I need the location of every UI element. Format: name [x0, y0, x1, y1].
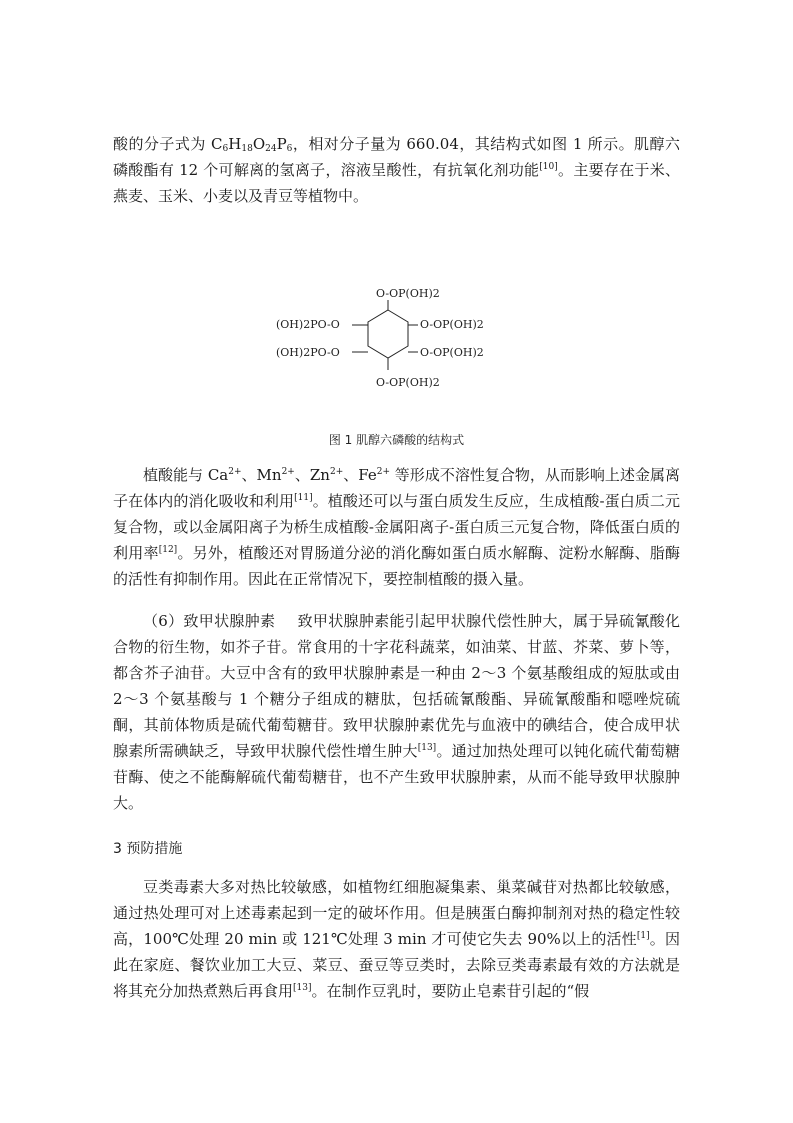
citation: [12] — [158, 545, 178, 555]
label-left-lower: (OH)2PO-O — [276, 346, 340, 359]
goitrogen-title: （6）致甲状腺肿素 — [143, 612, 276, 630]
goitrogen-text-2: 。通过加热处理可以钝化硫代葡萄糖苷酶、使之不能酶解硫代葡萄糖苷，也不产生致甲状腺肿素，从而不能导致甲状腺肿大。 — [113, 742, 680, 812]
goitrogen-text-1: 致甲状腺肿素能引起甲状腺代偿性肿大，属于异硫氰酸化合物的衍生物，如芥子苷。常食用的十字花科蔬菜，如油菜、甘蓝、芥菜、萝卜等，都含芥子油苷。大豆中含有的致甲状腺肿素是一种由 2～3 个氨基酸组成的短肽或由 2～3 个氨基酸与 1 个糖分子组成的糖肽，包括硫氰酸酯、异硫氰酸酯和噁唑烷硫酮，其前体物质是硫代葡萄糖苷。致甲状腺肿素优先与血液中的碘结合，使合成甲状腺素所需碘缺乏，导致甲状腺代偿性增生肿大 — [113, 612, 680, 760]
phytic-text-2: 、Mn — [241, 466, 282, 484]
formula-p: P — [276, 135, 287, 153]
zn-charge: 2+ — [329, 467, 344, 477]
formula-h: H — [228, 135, 242, 153]
citation: [1] — [636, 931, 650, 941]
citation: [10] — [539, 162, 558, 172]
label-left-upper: (OH)2PO-O — [276, 318, 340, 331]
prevention-paragraph — [113, 874, 680, 1004]
formula-c: C — [211, 135, 223, 153]
label-top: O-OP(OH)2 — [376, 287, 440, 300]
fe-charge: 2+ — [376, 467, 391, 477]
formula-o: O — [252, 135, 266, 153]
label-bottom: O-OP(OH)2 — [376, 376, 440, 389]
ca-charge: 2+ — [228, 467, 242, 477]
phytic-text-7: 。另外，植酸还对胃肠道分泌的消化酶如蛋白质水解酶、淀粉水解酶、脂酶的活性有抑制作用。因此在正常情况下，要控制植酸的摄入量。 — [113, 544, 680, 588]
intro-text: 酸的分子式为 — [113, 135, 212, 153]
goitrogen-paragraph — [113, 608, 680, 816]
formula-o-sub: 24 — [265, 144, 277, 154]
phytic-text-5: 等形成不溶性复合物，从而影响上述金属离子在体内的消化吸收和利用 — [113, 466, 680, 510]
label-right-lower: O-OP(OH)2 — [420, 346, 484, 359]
phytic-text-1: 植酸能与 Ca — [143, 466, 229, 484]
formula-h-sub: 18 — [241, 144, 253, 154]
phytic-text-3: 、Zn — [294, 466, 330, 484]
phytic-acid-paragraph — [113, 462, 680, 592]
citation: [11] — [294, 493, 313, 503]
citation: [13] — [293, 983, 312, 993]
figure-caption: 图 1 肌醇六磷酸的结构式 — [328, 433, 465, 447]
intro-text-3: 。主要存在于米、燕麦、玉米、小麦以及青豆等植物中。 — [113, 161, 680, 205]
phytic-text-4: 、Fe — [343, 466, 377, 484]
formula-c-sub: 6 — [222, 144, 229, 154]
mn-charge: 2+ — [281, 467, 295, 477]
phytic-acid-structure-figure — [260, 278, 530, 408]
intro-text-2: ，相对分子量为 660.04，其结构式如图 1 所示。肌醇六磷酸酯有 12 个可解离的氢离子，溶液呈酸性，有抗氧化剂功能 — [113, 135, 680, 179]
intro-paragraph — [113, 131, 680, 209]
citation: [13] — [417, 743, 437, 753]
phytic-text-6: 。植酸还可以与蛋白质发生反应，生成植酸-蛋白质二元复合物，或以金属阳离子为桥生成植酸-金属阳离子-蛋白质三元复合物，降低蛋白质的利用率 — [113, 492, 680, 562]
prevention-text-1: 豆类毒素大多对热比较敏感，如植物红细胞凝集素、巢菜碱苷对热都比较敏感，通过热处理可对上述毒素起到一定的破坏作用。但是胰蛋白酶抑制剂对热的稳定性较高，100℃处理 20 min 或 121℃处理 3 min 才可使它失去 90%以上的活性 — [113, 878, 680, 948]
formula-p-sub: 6 — [286, 144, 293, 154]
label-right-upper: O-OP(OH)2 — [420, 318, 484, 331]
prevention-text-3: 。在制作豆乳时，要防止皂素苷引起的“假 — [311, 982, 590, 1000]
section-heading: 3 预防措施 — [113, 841, 183, 857]
inositol-ring — [368, 310, 408, 358]
prevention-text-2: 。因此在家庭、餐饮业加工大豆、菜豆、蚕豆等豆类时，去除豆类毒素最有效的方法就是将其充分加热煮熟后再食用 — [113, 930, 680, 1000]
